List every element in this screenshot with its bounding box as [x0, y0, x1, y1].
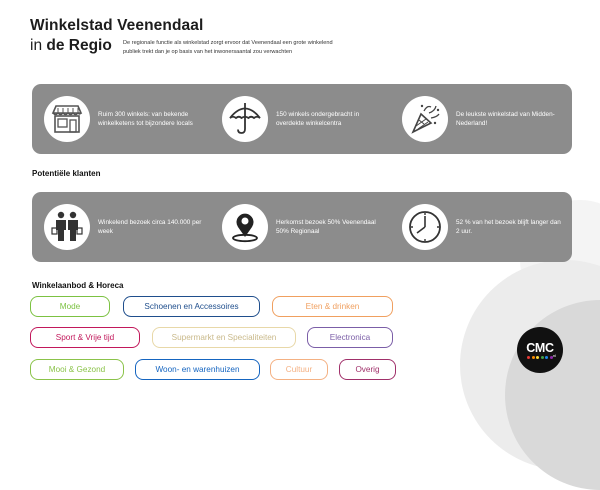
- tag-sport-vrije-tijd[interactable]: Sport & Vrije tijd: [30, 327, 140, 348]
- fact-shops-text: Ruim 300 winkels: van bekende winkelketens tot bijzondere locals: [98, 110, 193, 127]
- fact-origin-text: Herkomst bezoek 50% Veenendaal 50% Regionaal: [276, 218, 376, 235]
- tag-woon-warenhuizen[interactable]: Woon- en warenhuizen: [135, 359, 260, 380]
- logo-dot: [545, 356, 548, 359]
- customers-panel: [32, 192, 572, 262]
- facts-panel: [32, 84, 572, 154]
- fact-best-city-text: De leukste winkelstad van Midden-Nederland!: [456, 110, 555, 127]
- section-title-customers: Potentiële klanten: [32, 169, 101, 178]
- fact-stay: [402, 192, 561, 262]
- page-subtitle: in de Regio: [30, 37, 112, 54]
- tag-mode[interactable]: Mode: [30, 296, 110, 317]
- confetti-cone-icon: [402, 96, 448, 142]
- location-pin-icon: [222, 204, 268, 250]
- clock-icon: [402, 204, 448, 250]
- tag-cultuur[interactable]: Cultuur: [270, 359, 328, 380]
- logo-dot: [541, 356, 544, 359]
- tag-eten-drinken[interactable]: Eten & drinken: [272, 296, 393, 317]
- fact-stay-text: 52 % van het bezoek blijft langer dan 2 uur.: [456, 218, 561, 235]
- fact-covered-text: 150 winkels ondergebracht in overdekte winkelcentra: [276, 110, 360, 127]
- cmc-logo[interactable]: [517, 327, 563, 373]
- logo-dot: [536, 356, 539, 359]
- logo-dot: [532, 356, 535, 359]
- logo-dots: [527, 356, 553, 359]
- logo-text: CMC: [526, 340, 554, 355]
- fact-covered: [222, 84, 381, 154]
- fact-shops: [44, 84, 203, 154]
- tag-supermarkt-specialiteiten[interactable]: Supermarkt en Specialiteiten: [152, 327, 296, 348]
- tag-mooi-gezond[interactable]: Mooi & Gezond: [30, 359, 124, 380]
- tag-overig[interactable]: Overig: [339, 359, 396, 380]
- shoppers-icon: [44, 204, 90, 250]
- tag-schoenen-accessoires[interactable]: Schoenen en Accessoires: [123, 296, 260, 317]
- umbrella-icon: [222, 96, 268, 142]
- fact-visitors: [44, 192, 203, 262]
- fact-best-city: [402, 84, 561, 154]
- fact-visitors-text: Winkelend bezoek circa 140.000 per week: [98, 218, 202, 235]
- section-title-offer: Winkelaanbod & Horeca: [32, 281, 124, 290]
- tag-electronica[interactable]: Electronica: [307, 327, 393, 348]
- page-title: Winkelstad Veenendaal: [30, 17, 204, 34]
- logo-suffix: .nl: [551, 353, 556, 358]
- logo-dot: [527, 356, 530, 359]
- intro-text: De regionale functie als winkelstad zorgt ervoor dat Veenendaal een grote winkelend publiek trekt dan je op basis van het inwonersaantal zou verwachten: [123, 40, 333, 55]
- fact-origin: [222, 192, 381, 262]
- shop-icon: [44, 96, 90, 142]
